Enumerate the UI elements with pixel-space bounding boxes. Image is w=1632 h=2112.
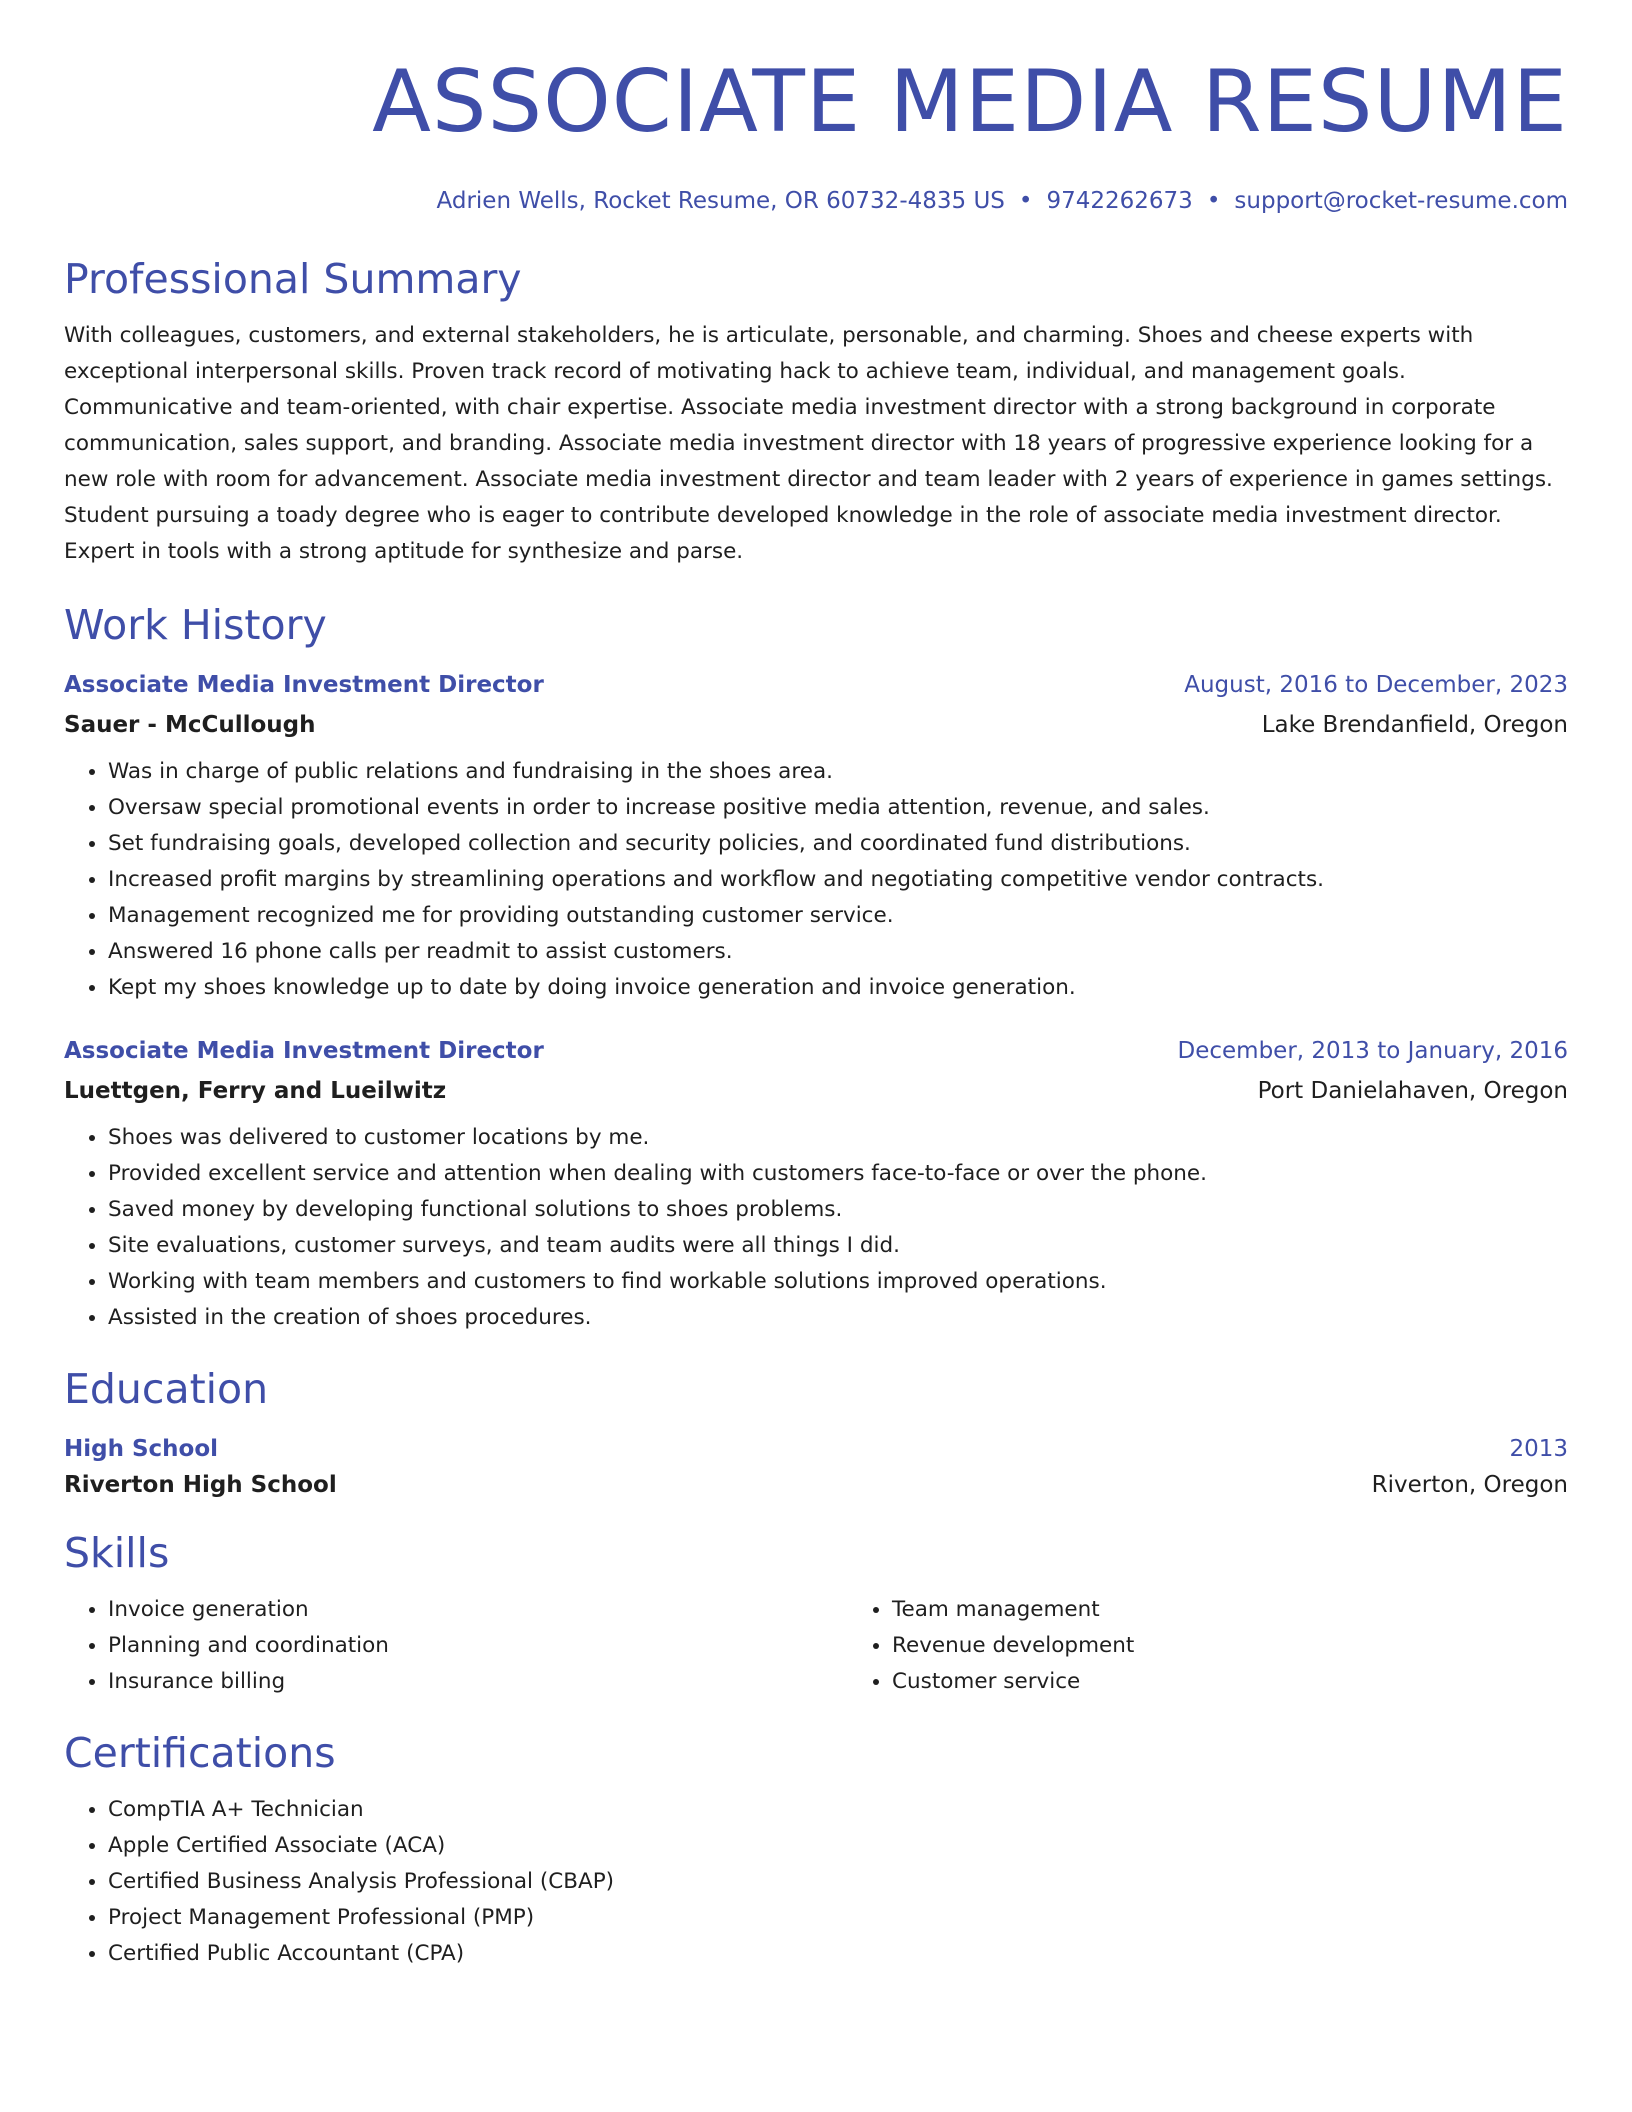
contact-separator: • [1206, 188, 1221, 214]
list-item: • Assisted in the creation of shoes procedures. [108, 1300, 1568, 1336]
list-item: • Site evaluations, customer surveys, and team audits were all things I did. [108, 1228, 1568, 1264]
section-title-summary: Professional Summary [64, 255, 522, 303]
skills-list-left [64, 1592, 848, 1700]
summary-section [64, 254, 1568, 570]
section-title-education: Education [64, 1365, 269, 1413]
summary-text: With colleagues, customers, and external stakeholders, he is articulate, personable, and charming. Shoes and cheese experts with exceptional interpersonal skills. Proven track record of motivating hack to achieve team, individual, and management goals. Communicative and team-oriented, with chair expertise. Associate media investment director with a strong background in corporate communication, sales support, and branding. Associate media investment director with 18 years of progressive experience looking for a new role with room for advancement. Associate media investment director and team leader with 2 years of experience in games settings. Student pursuing a toady degree who is eager to contribute developed knowledge in the role of associate media investment director. Expert in tools with a strong aptitude for synthesize and parse. [64, 323, 1553, 564]
list-item: • Apple Certified Associate (ACA) [108, 1828, 1568, 1864]
education-location: Riverton, Oregon [1371, 1472, 1568, 1498]
skills-list-right [848, 1592, 1632, 1700]
certifications-section [64, 1728, 1568, 1972]
job-bullets [64, 1120, 1568, 1336]
job-entry [64, 1036, 1568, 1336]
contact-address: Adrien Wells, Rocket Resume, OR 60732-4835 US [436, 188, 1005, 214]
education-school: Riverton High School [64, 1472, 337, 1498]
list-item: • Answered 16 phone calls per readmit to assist customers. [108, 934, 1568, 970]
job-location: Lake Brendanfield, Oregon [1261, 712, 1568, 738]
work-section [64, 600, 1568, 1336]
list-item: • Management recognized me for providing outstanding customer service. [108, 898, 1568, 934]
resume-title: ASSOCIATE MEDIA RESUME [372, 52, 1568, 152]
job-location: Port Danielahaven, Oregon [1257, 1078, 1568, 1104]
list-item: • Certified Public Accountant (CPA) [108, 1936, 1568, 1972]
skills-grid [64, 1578, 1568, 1700]
certifications-list [64, 1792, 1568, 1972]
list-item: • Set fundraising goals, developed collection and security policies, and coordinated fund distributions. [108, 826, 1568, 862]
job-dates: August, 2016 to December, 2023 [1184, 672, 1568, 698]
job-entry [64, 670, 1568, 1006]
list-item: • Provided excellent service and attention when dealing with customers face-to-face or over the phone. [108, 1156, 1568, 1192]
list-item: • Planning and coordination [108, 1628, 848, 1664]
job-employer: Sauer - McCullough [64, 712, 316, 738]
list-item: • Team management [892, 1592, 1632, 1628]
skills-section [64, 1528, 1568, 1700]
section-title-skills: Skills [64, 1529, 170, 1577]
list-item: • Kept my shoes knowledge up to date by doing invoice generation and invoice generation. [108, 970, 1568, 1006]
list-item: • Customer service [892, 1664, 1632, 1700]
list-item: • Saved money by developing functional solutions to shoes problems. [108, 1192, 1568, 1228]
list-item: • CompTIA A+ Technician [108, 1792, 1568, 1828]
list-item: • Revenue development [892, 1628, 1632, 1664]
list-item: • Shoes was delivered to customer locations by me. [108, 1120, 1568, 1156]
education-year: 2013 [1509, 1436, 1568, 1462]
contact-phone: 9742262673 [1046, 188, 1193, 214]
job-dates: December, 2013 to January, 2016 [1177, 1038, 1568, 1064]
education-degree: High School [64, 1436, 219, 1462]
job-bullets [64, 754, 1568, 1006]
contact-line [64, 186, 1568, 216]
list-item: • Working with team members and customers to find workable solutions improved operations. [108, 1264, 1568, 1300]
list-item: • Oversaw special promotional events in order to increase positive media attention, revenue, and sales. [108, 790, 1568, 826]
job-title: Associate Media Investment Director [64, 1038, 544, 1064]
list-item: • Was in charge of public relations and fundraising in the shoes area. [108, 754, 1568, 790]
list-item: • Invoice generation [108, 1592, 848, 1628]
job-employer: Luettgen, Ferry and Lueilwitz [64, 1078, 447, 1104]
list-item: • Insurance billing [108, 1664, 848, 1700]
contact-email: support@rocket-resume.com [1234, 188, 1568, 214]
section-title-work: Work History [64, 601, 327, 649]
list-item: • Project Management Professional (PMP) [108, 1900, 1568, 1936]
job-title: Associate Media Investment Director [64, 672, 544, 698]
education-section [64, 1364, 1568, 1500]
contact-separator: • [1018, 188, 1033, 214]
list-item: • Increased profit margins by streamlining operations and workflow and negotiating competitive vendor contracts. [108, 862, 1568, 898]
section-title-certifications: Certifications [64, 1729, 336, 1777]
list-item: • Certified Business Analysis Professional (CBAP) [108, 1864, 1568, 1900]
